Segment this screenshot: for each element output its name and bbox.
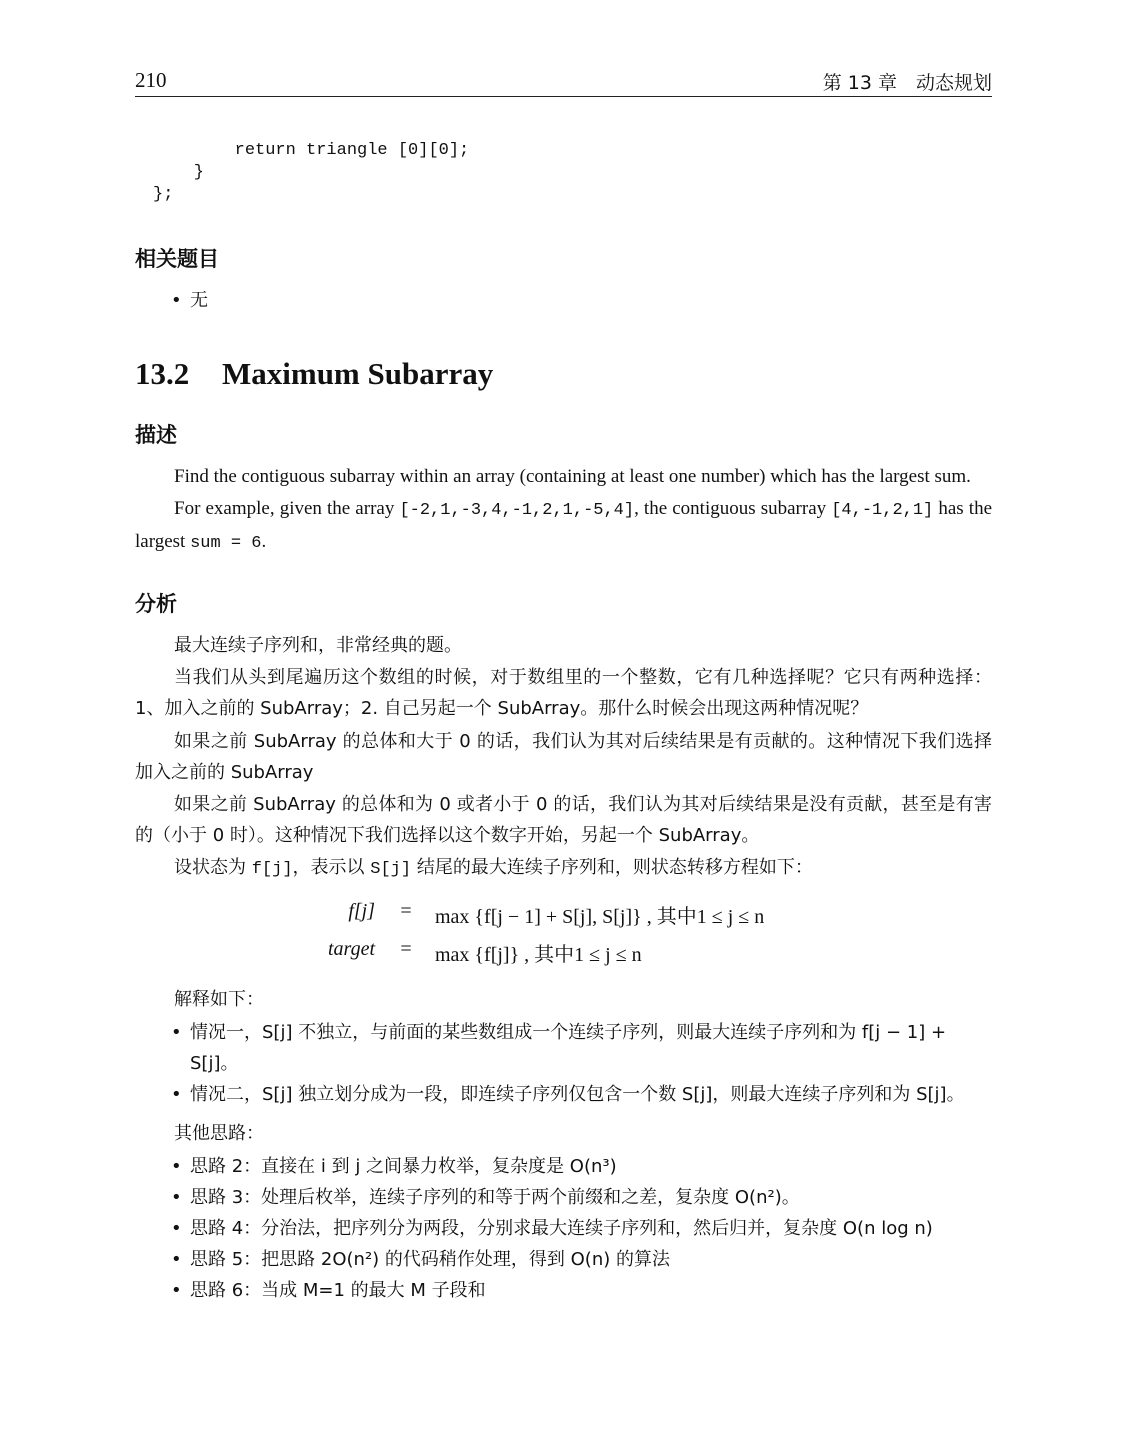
section-heading <box>135 356 493 392</box>
case-item-1: • 情况一，S[j] 不独立，与前面的某些数组成一个连续子序列，则最大连续子序列和为 f[j − 1] + S[j]。 <box>135 1017 992 1079</box>
chapter-title: 第 13 章 动态规划 <box>822 72 992 94</box>
equation-1-lhs-wrap <box>135 900 375 928</box>
example-array: [-2,1,-3,4,-1,2,1,-5,4] <box>399 501 635 520</box>
analysis-text: 结尾的最大连续子序列和，则状态转移方程如下： <box>411 857 813 878</box>
other-ideas-label: 其他思路： <box>174 1123 264 1144</box>
related-heading: 相关题目 <box>135 247 219 271</box>
running-header <box>135 68 992 97</box>
case-item-2: • 情况二，S[j] 独立划分成为一段，即连续子序列仅包含一个数 S[j]，则最大连续子序列和为 S[j]。 <box>135 1079 992 1110</box>
equation-2-op-wrap <box>386 938 426 966</box>
equation-1-op-wrap <box>386 900 426 928</box>
related-list <box>135 285 992 316</box>
analysis-paragraph-2: 当我们从头到尾遍历这个数组的时候，对于数组里的一个整数，它有几种选择呢？它只有两种选择：1、加入之前的 SubArray；2. 自己另起一个 SubArray。那什么时候会出现这两种情况呢？ <box>135 667 992 719</box>
equation-1-lhs: f[j] <box>348 900 375 922</box>
analysis-heading: 分析 <box>135 592 177 616</box>
analysis-paragraph-1: 最大连续子序列和，非常经典的题。 <box>174 635 462 656</box>
description-paragraph-1: Find the contiguous subarray within an array (containing at least one number) which has the largest sum. <box>174 466 971 487</box>
equation-2-rhs-wrap <box>435 938 855 966</box>
example-sum: sum = 6 <box>190 534 262 553</box>
equation-1-rhs: max {f[j − 1] + S[j], S[j]} , 其中1 ≤ j ≤ n <box>435 906 765 928</box>
desc-text: . <box>261 531 267 552</box>
description-paragraph-2 <box>135 493 992 559</box>
page-number: 210 <box>135 68 167 92</box>
equation-2-rhs: max {f[j]} , 其中1 ≤ j ≤ n <box>435 944 642 966</box>
description-heading: 描述 <box>135 423 177 447</box>
desc-text: For example, given the array <box>174 498 400 519</box>
analysis-paragraph-4: 如果之前 SubArray 的总体和为 0 或者小于 0 的话，我们认为其对后续结果是没有贡献，甚至是有害的（小于 0 时）。这种情况下我们选择以这个数字开始，另起一个 SubArray。 <box>135 794 992 846</box>
idea-item-4: • 思路 4：分治法，把序列分为两段，分别求最大连续子序列和，然后归并，复杂度 O(n log n) <box>135 1213 992 1244</box>
case-list <box>135 1017 992 1110</box>
desc-text: , the contiguous subarray <box>634 498 832 519</box>
equation-2-lhs-wrap <box>135 938 375 966</box>
state-f: f[j] <box>251 860 293 879</box>
idea-item-6: • 思路 6：当成 M=1 的最大 M 子段和 <box>135 1275 992 1306</box>
analysis-text: ，表示以 <box>292 857 371 878</box>
desc-text: has the largest <box>135 498 992 552</box>
idea-item-2: • 思路 2：直接在 i 到 j 之间暴力枚举，复杂度是 O(n³) <box>135 1151 992 1182</box>
equation-1-op: = <box>400 900 412 922</box>
explain-label: 解释如下： <box>174 989 264 1010</box>
ideas-list <box>135 1151 992 1306</box>
idea-item-3: • 思路 3：处理后枚举，连续子序列的和等于两个前缀和之差，复杂度 O(n²)。 <box>135 1182 992 1213</box>
analysis-paragraph-5 <box>135 852 992 885</box>
example-subarray: [4,-1,2,1] <box>831 501 934 520</box>
idea-item-5: • 思路 5：把思路 2O(n²) 的代码稍作处理，得到 O(n) 的算法 <box>135 1244 992 1275</box>
analysis-text: 设状态为 <box>174 857 252 878</box>
equation-2-lhs: target <box>327 938 375 960</box>
code-block: return triangle [0][0]; } }; <box>153 141 470 204</box>
equation-1-rhs-wrap <box>435 900 855 928</box>
section-number: 13.2 <box>135 356 190 391</box>
state-s: S[j] <box>370 860 412 879</box>
section-title: Maximum Subarray <box>222 356 494 391</box>
analysis-paragraph-3: 如果之前 SubArray 的总体和大于 0 的话，我们认为其对后续结果是有贡献的。这种情况下我们选择加入之前的 SubArray <box>135 731 992 783</box>
equation-2-op: = <box>400 938 412 960</box>
related-item: • 无 <box>135 285 992 316</box>
